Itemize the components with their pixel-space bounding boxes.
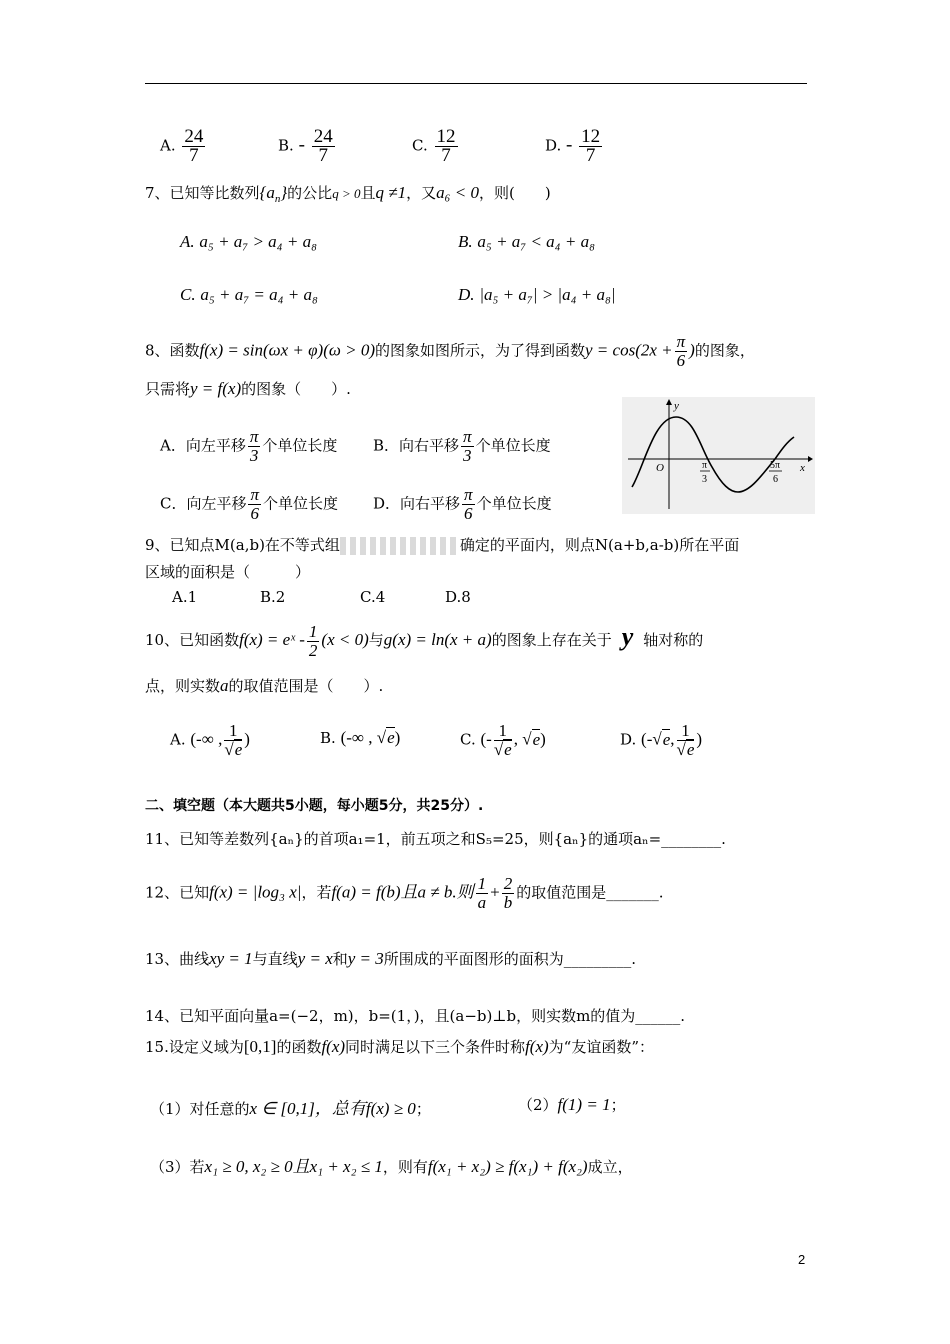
- q8-option-d: D．向右平移 $\frac{\pi}{6}$ 个单位长度: [373, 485, 552, 523]
- q12: 12、已知f(x) = |log₃ x|，若f(a) = f(b)且a ≠ b.则 $\frac{1}{a}$ + $\frac{2}{b}$ 的取值范围是_______.: [145, 874, 664, 912]
- graph-x-label: x: [800, 462, 805, 474]
- q8-option-a: A．向左平移 $\frac{\pi}{3}$ 个单位长度: [160, 427, 338, 465]
- q7-stem: 7、已知等比数列$\{a_n\}$的公比q > 0且q ≠1，又a₆ < 0，则( ): [145, 183, 551, 205]
- q14: 14、已知平面向量a=(−2，m)，b=(1，)，且(a−b)⊥b，则实数m的值为______.: [145, 1007, 686, 1025]
- graph-tick1-num: π: [702, 460, 708, 471]
- q7-option-d: D. |a₅ + a₇| > |a₄ + a₈|: [458, 285, 616, 304]
- q7-option-c: C. a₅ + a₇ = a₄ + a₈: [180, 285, 318, 304]
- q10-option-c: C. (- $\frac{1}{√e}$ , √e): [460, 721, 546, 759]
- graph-tick1-den: 3: [702, 474, 707, 485]
- q6-option-b: B. - $\frac{24}{7}$: [278, 126, 333, 166]
- page-number: 2: [798, 1252, 806, 1267]
- graph-y-label: y: [674, 400, 679, 412]
- q7-option-a: A. a₅ + a₇ > a₄ + a₈: [180, 232, 317, 251]
- q7-option-b: B. a₅ + a₇ < a₄ + a₈: [458, 232, 595, 251]
- q8-sine-graph: [622, 397, 815, 514]
- graph-origin-label: O: [656, 462, 664, 474]
- q15-condition-2: （2）f(1) = 1；: [518, 1095, 626, 1114]
- q9-line2: 区域的面积是（ ）: [145, 563, 311, 581]
- section-2-heading: 二、填空题（本大题共5小题，每小题5分，共25分）.: [145, 798, 484, 814]
- q10-stem: 10、已知函数f(x) = eˣ - $\frac{1}{2}$ (x < 0)与g(x) = ln(x + a)的图象上存在关于 y 轴对称的: [145, 621, 704, 660]
- q11: 11、已知等差数列{aₙ}的首项a₁=1，前五项之和S₅=25，则{aₙ}的通项aₙ=________.: [145, 830, 726, 848]
- q6-option-c: C. $\frac{12}{7}$: [412, 126, 456, 166]
- q10-option-b: B. (-∞ , √e): [320, 728, 401, 747]
- q9-option-c: C.4: [360, 588, 386, 606]
- q10-option-d: D. (-√e, $\frac{1}{√e}$ ): [620, 721, 703, 759]
- q8-option-b: B．向右平移 $\frac{\pi}{3}$ 个单位长度: [373, 427, 551, 465]
- q10-line2: 点，则实数a的取值范围是（ ）.: [145, 676, 384, 695]
- q9-option-a: A.1: [172, 588, 198, 606]
- q15-condition-3: （3）若x₁ ≥ 0, x₂ ≥ 0且x₁ + x₂ ≤ 1，则有f(x₁ + x₂) ≥ f(x₁) + f(x₂)成立，: [150, 1157, 633, 1176]
- q6-option-a: A. $\frac{24}{7}$: [160, 126, 204, 166]
- q9-stem: 9、已知点M(a,b)在不等式组 确定的平面内，则点N(a+b,a-b)所在平面: [145, 536, 740, 554]
- q8-stem: 8、函数f(x) = sin(ωx + φ)(ω > 0)的图象如图所示，为了得到函数y = cos(2x + $\frac{\pi}{6}$ )的图象，: [145, 332, 755, 370]
- sine-graph-svg: [622, 397, 815, 514]
- inequality-system-image: [340, 537, 460, 555]
- q15-stem: 15.设定义域为[0,1]的函数f(x)同时满足以下三个条件时称f(x)为“友谊函数”：: [145, 1037, 654, 1056]
- q8-option-c: C．向左平移 $\frac{\pi}{6}$ 个单位长度: [160, 485, 339, 523]
- q8-line2: 只需将y = f(x)的图象（ ）.: [145, 379, 351, 398]
- q15-condition-1: （1）对任意的x ∈ [0,1]，总有f(x) ≥ 0；: [150, 1099, 431, 1118]
- q13: 13、曲线xy = 1与直线y = x和y = 3所围成的平面图形的面积为_________.: [145, 949, 637, 968]
- q6-option-d: D. - $\frac{12}{7}$: [545, 126, 601, 166]
- q9-option-b: B.2: [260, 588, 286, 606]
- q10-option-a: A. (-∞ , $\frac{1}{√e}$ ): [170, 721, 250, 759]
- graph-tick2-den: 6: [773, 474, 778, 485]
- graph-tick2-num: 5π: [770, 460, 781, 471]
- q9-option-d: D.8: [445, 588, 471, 606]
- header-rule: [145, 83, 807, 84]
